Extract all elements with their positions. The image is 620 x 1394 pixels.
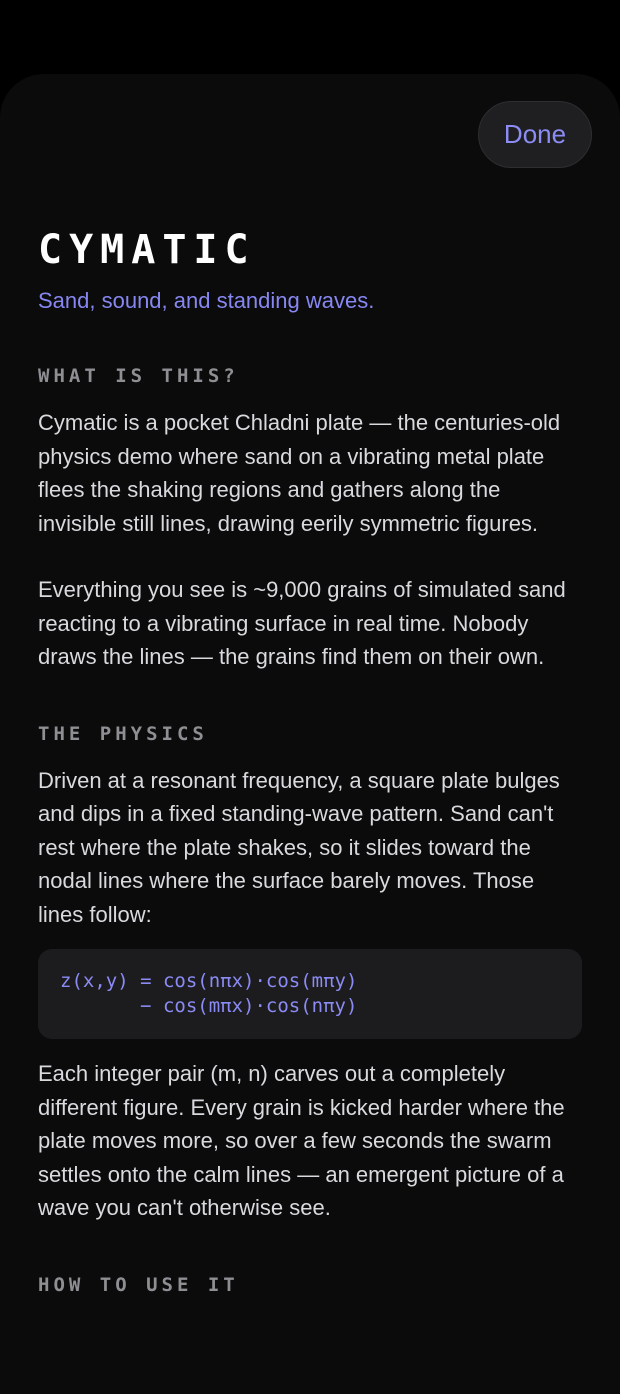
app-title: CYMATIC bbox=[38, 227, 256, 273]
app-subtitle: Sand, sound, and standing waves. bbox=[38, 288, 375, 313]
section-heading-how-to-use-it: HOW TO USE IT bbox=[38, 1273, 239, 1296]
about-sheet bbox=[0, 74, 620, 1394]
physics-paragraph-1: Driven at a resonant frequency, a square plate bulges and dips in a fixed standing-wave pattern. Sand can't rest where the plate shakes, so it slides toward the nodal lines where the surface barely moves. Those lines follow: bbox=[38, 767, 560, 927]
what-is-this-paragraph-2: Everything you see is ~9,000 grains of simulated sand reacting to a vibrating surface in real time. Nobody draws the lines — the grains find them on their own. bbox=[38, 577, 566, 669]
section-heading-what-is-this: WHAT IS THIS? bbox=[38, 365, 239, 387]
about-content bbox=[38, 224, 582, 1299]
done-button[interactable]: Done bbox=[478, 101, 592, 168]
physics-paragraph-2: Each integer pair (m, n) carves out a completely different figure. Every grain is kicked harder where the plate moves more, so over a few seconds the swarm settles onto the calm lines — an emergent picture of a wave you can't otherwise see. bbox=[38, 1061, 565, 1220]
section-heading-the-physics: THE PHYSICS bbox=[38, 722, 208, 745]
what-is-this-paragraph-1: Cymatic is a pocket Chladni plate — the centuries-old physics demo where sand on a vibrating metal plate flees the shaking regions and gathers along the invisible still lines, drawing eerily symmetric figures. bbox=[38, 410, 561, 536]
formula-code-block: z(x,y) = cos(nπx)·cos(mπy) − cos(mπx)·cos(nπy) bbox=[38, 949, 582, 1039]
